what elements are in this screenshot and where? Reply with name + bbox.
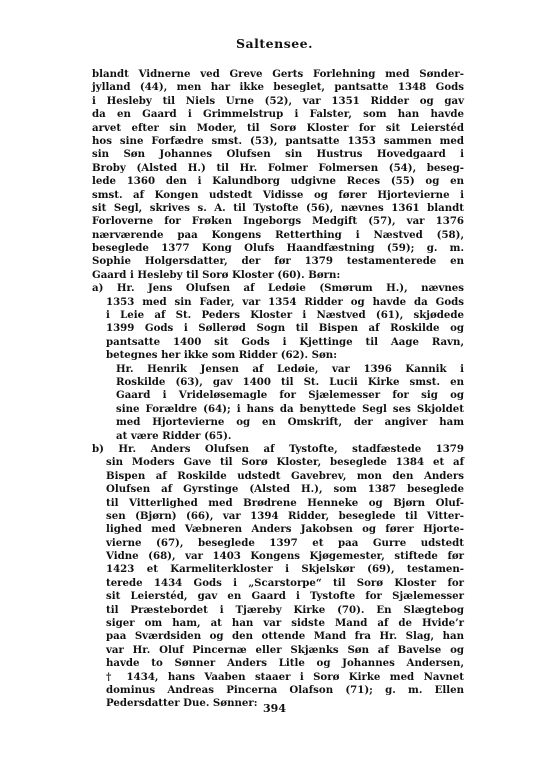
text-line: lighed med Væbneren Anders Jakobsen og fører Hjorte- — [106, 523, 464, 536]
text-line: nærværende paa Kongens Retterthing i Næstved (58), — [92, 228, 464, 241]
text-line: hos sine Forfædre smst. (53), pantsatte 1353 sammen med — [92, 134, 464, 147]
text-line: Vidne (68), var 1403 Kongens Kjøgemester, stiftede før — [106, 550, 464, 563]
text-line: lede 1360 den i Kalundborg udgivne Reces (55) og en — [92, 175, 464, 188]
text-line: Hr. Henrik Jensen af Ledøie, var 1396 Kannik i — [116, 362, 464, 375]
text-line: til Præstebordet i Tjæreby Kirke (70). En Slægtebog — [106, 603, 464, 616]
text-line: var Hr. Oluf Pincernæ eller Skjænks Søn af Bavelse og — [106, 643, 464, 656]
text-line: med Hjortevierne og en Omskrift, der angiver ham — [116, 416, 464, 429]
text-line: 1399 Gods i Søllerød Sogn til Bispen af Roskilde og — [106, 322, 464, 335]
text-line: paa Sværdsiden og den ottende Mand fra Hr. Slag, han — [106, 630, 464, 643]
text-line: Gaard i Vrideløsemagle for Sjælemesser for sig og — [116, 389, 464, 402]
text-line: betegnes her ikke som Ridder (62). Søn: — [106, 349, 337, 362]
text-line: arvet efter sin Moder, til Sorø Kloster for sit Leierstéd — [92, 121, 464, 134]
text-line: 1353 med sin Fader, var 1354 Ridder og havde da Gods — [106, 295, 464, 308]
text-line: beseglede 1377 Kong Olufs Haandfæstning (59); g. m. — [92, 242, 464, 255]
text-line: 1423 et Karmeliterkloster i Skjelskør (69), testamen- — [106, 563, 464, 576]
running-head: Saltensee. — [236, 36, 313, 51]
text-line: Gaard i Hesleby til Sorø Kloster (60). Børn: — [92, 268, 341, 281]
text-line: Roskilde (63), gav 1400 til St. Lucii Kirke smst. en — [116, 375, 464, 388]
text-line: a) Hr. Jens Olufsen af Ledøie (Smørum H.), nævnes — [92, 282, 464, 295]
text-line: Olufsen af Gyrstinge (Alsted H.), som 1387 beseglede — [106, 483, 464, 496]
text-line: smst. af Kongen udstedt Vidisse og fører Hjortevierne i — [92, 188, 464, 201]
text-line: vierne (67), beseglede 1397 et paa Gurre udstedt — [106, 536, 464, 549]
text-line: i Leie af St. Peders Kloster i Næstved (61), skjødede — [106, 309, 464, 322]
text-line: at være Ridder (65). — [116, 429, 232, 442]
text-line: da en Gaard i Grimmelstrup i Falster, som han havde — [92, 108, 464, 121]
text-line: siger om ham, at han var sidste Mand af de Hvide’r — [106, 617, 464, 630]
body-text — [92, 68, 464, 711]
text-line: terede 1434 Gods i „Scarstorpe“ til Sorø Kloster for — [106, 576, 464, 589]
text-line: Pedersdatter Due. Sønner: — [106, 697, 258, 710]
text-line: blandt Vidnerne ved Greve Gerts Forlehning med Sønder- — [92, 68, 464, 80]
text-line: sen (Bjørn) (66), var 1394 Ridder, beseglede til Vitter- — [106, 509, 464, 522]
page-number: 394 — [263, 702, 286, 715]
text-line: sine Forældre (64); i hans da benyttede Segl ses Skjoldet — [116, 402, 464, 415]
text-line: jylland (44), men har ikke beseglet, pantsatte 1348 Gods — [92, 81, 464, 94]
text-line: dominus Andreas Pincerna Olafson (71); g. m. Ellen — [106, 683, 464, 696]
text-line: i Hesleby til Niels Urne (52), var 1351 Ridder og gav — [92, 94, 464, 107]
text-line: havde to Sønner Anders Litle og Johannes Andersen, — [106, 657, 464, 670]
text-line: Broby (Alsted H.) til Hr. Folmer Folmersen (54), beseg- — [92, 161, 464, 174]
text-line: Bispen af Roskilde udstedt Gavebrev, mon den Anders — [106, 469, 464, 482]
text-line: b) Hr. Anders Olufsen af Tystofte, stadfæstede 1379 — [92, 442, 464, 455]
text-line: til Vitterlighed med Brødrene Henneke og Bjørn Oluf- — [106, 496, 464, 509]
text-line: sit Leierstéd, gav en Gaard i Tystofte for Sjælemesser — [106, 590, 464, 603]
text-line: sin Moders Gave til Sorø Kloster, beseglede 1384 et af — [106, 456, 464, 469]
text-line: Sophie Holgersdatter, der før 1379 testamenterede en — [92, 255, 464, 268]
text-line: Forloverne for Frøken Ingeborgs Medgift (57), var 1376 — [92, 215, 464, 228]
text-line: † 1434, hans Vaaben staaer i Sorø Kirke med Navnet — [106, 670, 464, 683]
text-line: sin Søn Johannes Olufsen sin Hustrus Hovedgaard i — [92, 148, 464, 161]
text-line: pantsatte 1400 sit Gods i Kjettinge til Aage Ravn, — [106, 335, 464, 348]
text-line: sit Segl, skrives s. A. til Tystofte (56), nævnes 1361 blandt — [92, 201, 464, 214]
